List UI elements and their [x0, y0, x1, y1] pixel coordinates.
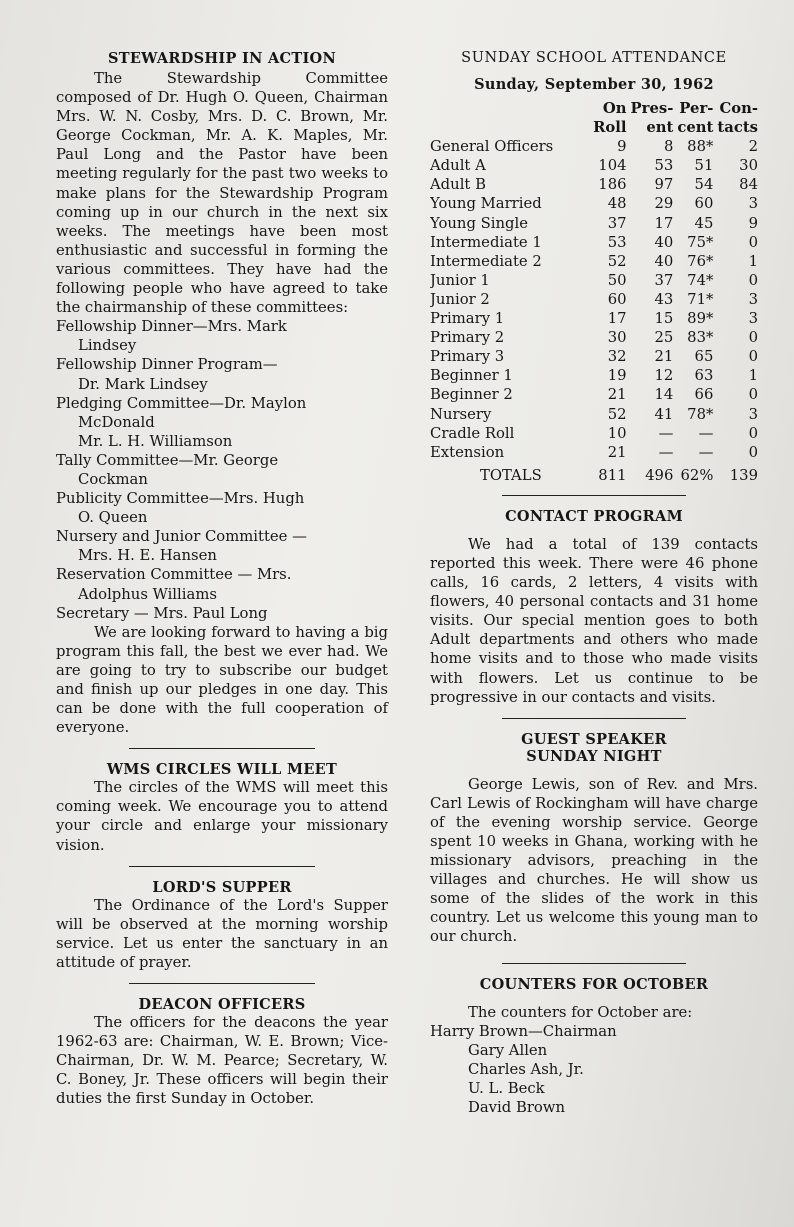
- counters-list: [430, 1041, 758, 1117]
- table-row: [430, 443, 758, 462]
- counter-member: David Brown: [468, 1099, 566, 1117]
- cell-present: 29: [654, 195, 674, 213]
- header-pres: Pres-: [630, 100, 674, 117]
- right-column: [430, 50, 758, 1117]
- cell-roll: 19: [607, 367, 627, 385]
- cell-contacts: 0: [748, 348, 758, 366]
- committee-line-continued: Mrs. H. E. Hansen: [78, 547, 217, 565]
- lords-supper-heading: LORD'S SUPPER: [152, 878, 292, 896]
- cell-percent: —: [698, 443, 714, 461]
- deacon-heading: DEACON OFFICERS: [138, 996, 306, 1014]
- table-row: [430, 156, 758, 175]
- cell-name: Nursery: [430, 405, 492, 423]
- header-con: Con-: [719, 100, 758, 117]
- cell-percent: 54: [694, 176, 714, 194]
- committee-list: [56, 317, 388, 623]
- committee-line-continued: Cockman: [78, 470, 148, 488]
- header-tacts: tacts: [717, 119, 758, 137]
- stewardship-heading: STEWARDSHIP IN ACTION: [107, 50, 337, 67]
- committee-line: Reservation Committee — Mrs.: [56, 566, 292, 584]
- cell-percent: 63: [694, 367, 714, 385]
- table-row: [430, 137, 758, 156]
- cell-percent: 51: [694, 157, 714, 175]
- attendance-header-bottom: [430, 118, 758, 137]
- stewardship-closing: We are looking forward to having a big program this fall, the best we ever had. We are going to try to subscribe our budget and finish up our pledges in one day. This can be done with the full cooperation of everyone.: [56, 623, 388, 737]
- cell-present: 15: [654, 310, 674, 328]
- cell-name: Primary 1: [430, 310, 505, 328]
- cell-percent: 78*: [687, 405, 714, 423]
- cell-percent: 66: [694, 386, 714, 404]
- cell-name: Primary 2: [430, 329, 505, 347]
- cell-roll: 104: [598, 157, 627, 175]
- table-row: [430, 271, 758, 290]
- committee-line: Fellowship Dinner—Mrs. Mark: [56, 318, 287, 336]
- table-row: [430, 175, 758, 194]
- cell-present: 8: [663, 138, 674, 156]
- attendance-date: Sunday, September 30, 1962: [474, 76, 714, 93]
- cell-present: 97: [654, 176, 674, 194]
- committee-line-continued: Lindsey: [78, 337, 137, 355]
- header-roll: Roll: [593, 119, 627, 137]
- cell-contacts: 3: [748, 195, 758, 213]
- totals-label: TOTALS: [480, 466, 542, 484]
- divider: [502, 963, 686, 964]
- cell-roll: 17: [607, 310, 627, 328]
- contact-body: We had a total of 139 contacts reported this week. There were 46 phone calls, 16 cards, 2 letters, 4 visits with flowers, 40 personal contacts and 31 home visits. Our special mention goes to both Adult departments and others who made home visits and to those who made visits with flowers. Let us continue to be progressive in our contacts and visits.: [430, 535, 758, 706]
- cell-present: 17: [654, 214, 674, 232]
- cell-contacts: 3: [748, 310, 758, 328]
- cell-percent: 74*: [687, 271, 714, 289]
- counter-member: Charles Ash, Jr.: [468, 1060, 584, 1078]
- cell-name: Cradle Roll: [430, 424, 515, 442]
- cell-roll: 52: [607, 405, 627, 423]
- table-row: [430, 366, 758, 385]
- attendance-rows: [430, 137, 758, 462]
- cell-percent: —: [698, 424, 714, 442]
- cell-roll: 60: [607, 290, 627, 308]
- cell-percent: 65: [694, 348, 714, 366]
- divider: [129, 748, 315, 749]
- cell-roll: 186: [598, 176, 627, 194]
- cell-percent: 71*: [687, 290, 714, 308]
- committee-line-continued: Adolphus Williams: [78, 585, 217, 603]
- counter-member: U. L. Beck: [468, 1079, 545, 1097]
- totals-roll: 811: [598, 466, 627, 484]
- cell-contacts: 0: [748, 386, 758, 404]
- counters-intro: The counters for October are:: [468, 1003, 693, 1021]
- guest-heading-2: SUNDAY NIGHT: [526, 747, 662, 765]
- committee-line: Nursery and Junior Committee —: [56, 528, 307, 546]
- totals-row: [430, 462, 758, 485]
- committee-line-continued: O. Queen: [78, 509, 148, 527]
- cell-contacts: 1: [748, 252, 758, 270]
- totals-contacts: 139: [729, 466, 758, 484]
- counters-heading: COUNTERS FOR OCTOBER: [479, 975, 709, 993]
- cell-name: Primary 3: [430, 348, 505, 366]
- cell-contacts: 0: [748, 271, 758, 289]
- totals-present: 496: [645, 466, 674, 484]
- table-row: [430, 214, 758, 233]
- cell-roll: 50: [607, 271, 627, 289]
- committee-line-continued: McDonald: [78, 413, 155, 431]
- committee-line: Publicity Committee—Mrs. Hugh: [56, 490, 305, 508]
- header-on: On: [602, 100, 627, 117]
- totals-percent: 62%: [680, 466, 714, 484]
- cell-percent: 60: [694, 195, 714, 213]
- table-row: [430, 252, 758, 271]
- cell-present: 40: [654, 252, 674, 270]
- guest-body: George Lewis, son of Rev. and Mrs. Carl Lewis of Rockingham will have charge of the evening worship service. George spent 10 weeks in Ghana, working with he missionary advisors, preaching in the villages and churches. He will show us some of the slides of the work in this country. Let us welcome this young man to our church.: [430, 775, 758, 946]
- table-row: [430, 233, 758, 252]
- cell-roll: 30: [607, 329, 627, 347]
- cell-name: Adult A: [430, 157, 486, 175]
- cell-present: 40: [654, 233, 674, 251]
- cell-contacts: 2: [748, 138, 758, 156]
- cell-present: 41: [654, 405, 674, 423]
- cell-present: 43: [654, 290, 674, 308]
- cell-percent: 88*: [687, 138, 714, 156]
- cell-roll: 37: [607, 214, 627, 232]
- cell-name: Extension: [430, 443, 505, 461]
- cell-contacts: 9: [748, 214, 758, 232]
- cell-percent: 89*: [687, 310, 714, 328]
- counter-member: Gary Allen: [468, 1041, 548, 1059]
- cell-contacts: 0: [748, 329, 758, 347]
- attendance-header-top: [430, 99, 758, 118]
- divider: [502, 495, 686, 496]
- header-per: Per-: [679, 100, 714, 117]
- committee-line: Tally Committee—Mr. George: [56, 451, 279, 469]
- cell-percent: 83*: [687, 329, 714, 347]
- attendance-heading: SUNDAY SCHOOL ATTENDANCE: [461, 50, 727, 66]
- stewardship-intro: The Stewardship Committee composed of Dr. Hugh O. Queen, Chairman Mrs. W. N. Cosby, Mrs. D. C. Brown, Mr. George Cockman, Mr. A. K. Maples, Mr. Paul Long and the Pastor have been meeting regularly for the past two weeks to make plans for the Stewardship Program coming up in our church in the next six weeks. The meetings have been most enthusiastic and successful in forming the various committees. They have had the following people who have agreed to take the chairmanship of these committees:: [56, 70, 388, 317]
- cell-roll: 53: [607, 233, 627, 251]
- cell-name: Junior 2: [430, 290, 490, 308]
- cell-roll: 10: [607, 424, 627, 442]
- cell-contacts: 0: [748, 443, 758, 461]
- cell-name: Young Single: [430, 214, 528, 232]
- attendance-table: [430, 99, 758, 485]
- committee-line: Secretary — Mrs. Paul Long: [56, 604, 268, 622]
- left-column: [56, 50, 388, 1109]
- table-row: [430, 309, 758, 328]
- header-cent: cent: [677, 119, 714, 137]
- committee-line-continued: Mr. L. H. Williamson: [78, 432, 233, 450]
- cell-present: —: [658, 443, 674, 461]
- cell-name: Junior 1: [430, 271, 490, 289]
- cell-name: Intermediate 2: [430, 252, 542, 270]
- cell-present: 12: [654, 367, 674, 385]
- cell-percent: 45: [694, 214, 714, 232]
- divider: [129, 983, 315, 984]
- table-row: [430, 405, 758, 424]
- lords-supper-body: The Ordinance of the Lord's Supper will be observed at the morning worship service. Let us enter the sanctuary in an attitude of prayer.: [56, 896, 388, 971]
- cell-name: Beginner 2: [430, 386, 513, 404]
- cell-present: 53: [654, 157, 674, 175]
- counters-chair: Harry Brown—Chairman: [430, 1022, 617, 1040]
- cell-present: 14: [654, 386, 674, 404]
- table-row: [430, 290, 758, 309]
- table-row: [430, 424, 758, 443]
- divider: [502, 718, 686, 719]
- guest-heading-1: GUEST SPEAKER: [521, 730, 667, 748]
- deacon-body: The officers for the deacons the year 1962-63 are: Chairman, W. E. Brown; Vice-Chairman, Dr. W. M. Pearce; Secretary, W. C. Boney, Jr. These officers will begin their duties the first Sunday in October.: [56, 1014, 388, 1108]
- wms-body: The circles of the WMS will meet this coming week. We encourage you to attend your circle and enlarge your missionary vision.: [56, 779, 388, 854]
- cell-contacts: 3: [748, 290, 758, 308]
- committee-line: Fellowship Dinner Program—: [56, 356, 278, 374]
- cell-name: Beginner 1: [430, 367, 513, 385]
- cell-roll: 48: [607, 195, 627, 213]
- cell-percent: 75*: [687, 233, 714, 251]
- cell-roll: 21: [607, 443, 627, 461]
- table-row: [430, 328, 758, 347]
- cell-contacts: 0: [748, 424, 758, 442]
- cell-name: Young Married: [430, 195, 542, 213]
- cell-contacts: 30: [739, 157, 758, 175]
- table-row: [430, 194, 758, 213]
- cell-roll: 21: [607, 386, 627, 404]
- cell-percent: 76*: [687, 252, 714, 270]
- cell-contacts: 3: [748, 405, 758, 423]
- cell-present: —: [658, 424, 674, 442]
- cell-name: General Officers: [430, 138, 554, 156]
- table-row: [430, 385, 758, 404]
- cell-name: Adult B: [430, 176, 486, 194]
- table-row: [430, 347, 758, 366]
- cell-roll: 9: [617, 138, 627, 156]
- wms-heading: WMS CIRCLES WILL MEET: [106, 761, 338, 779]
- cell-contacts: 0: [748, 233, 758, 251]
- committee-line-continued: Dr. Mark Lindsey: [78, 375, 208, 393]
- cell-roll: 52: [607, 252, 627, 270]
- cell-present: 37: [654, 271, 674, 289]
- divider: [129, 866, 315, 867]
- cell-contacts: 84: [739, 176, 758, 194]
- header-ent: ent: [646, 119, 674, 137]
- cell-present: 21: [654, 348, 674, 366]
- cell-roll: 32: [607, 348, 627, 366]
- cell-contacts: 1: [748, 367, 758, 385]
- cell-name: Intermediate 1: [430, 233, 542, 251]
- committee-line: Pledging Committee—Dr. Maylon: [56, 394, 307, 412]
- cell-present: 25: [654, 329, 674, 347]
- contact-heading: CONTACT PROGRAM: [505, 507, 683, 525]
